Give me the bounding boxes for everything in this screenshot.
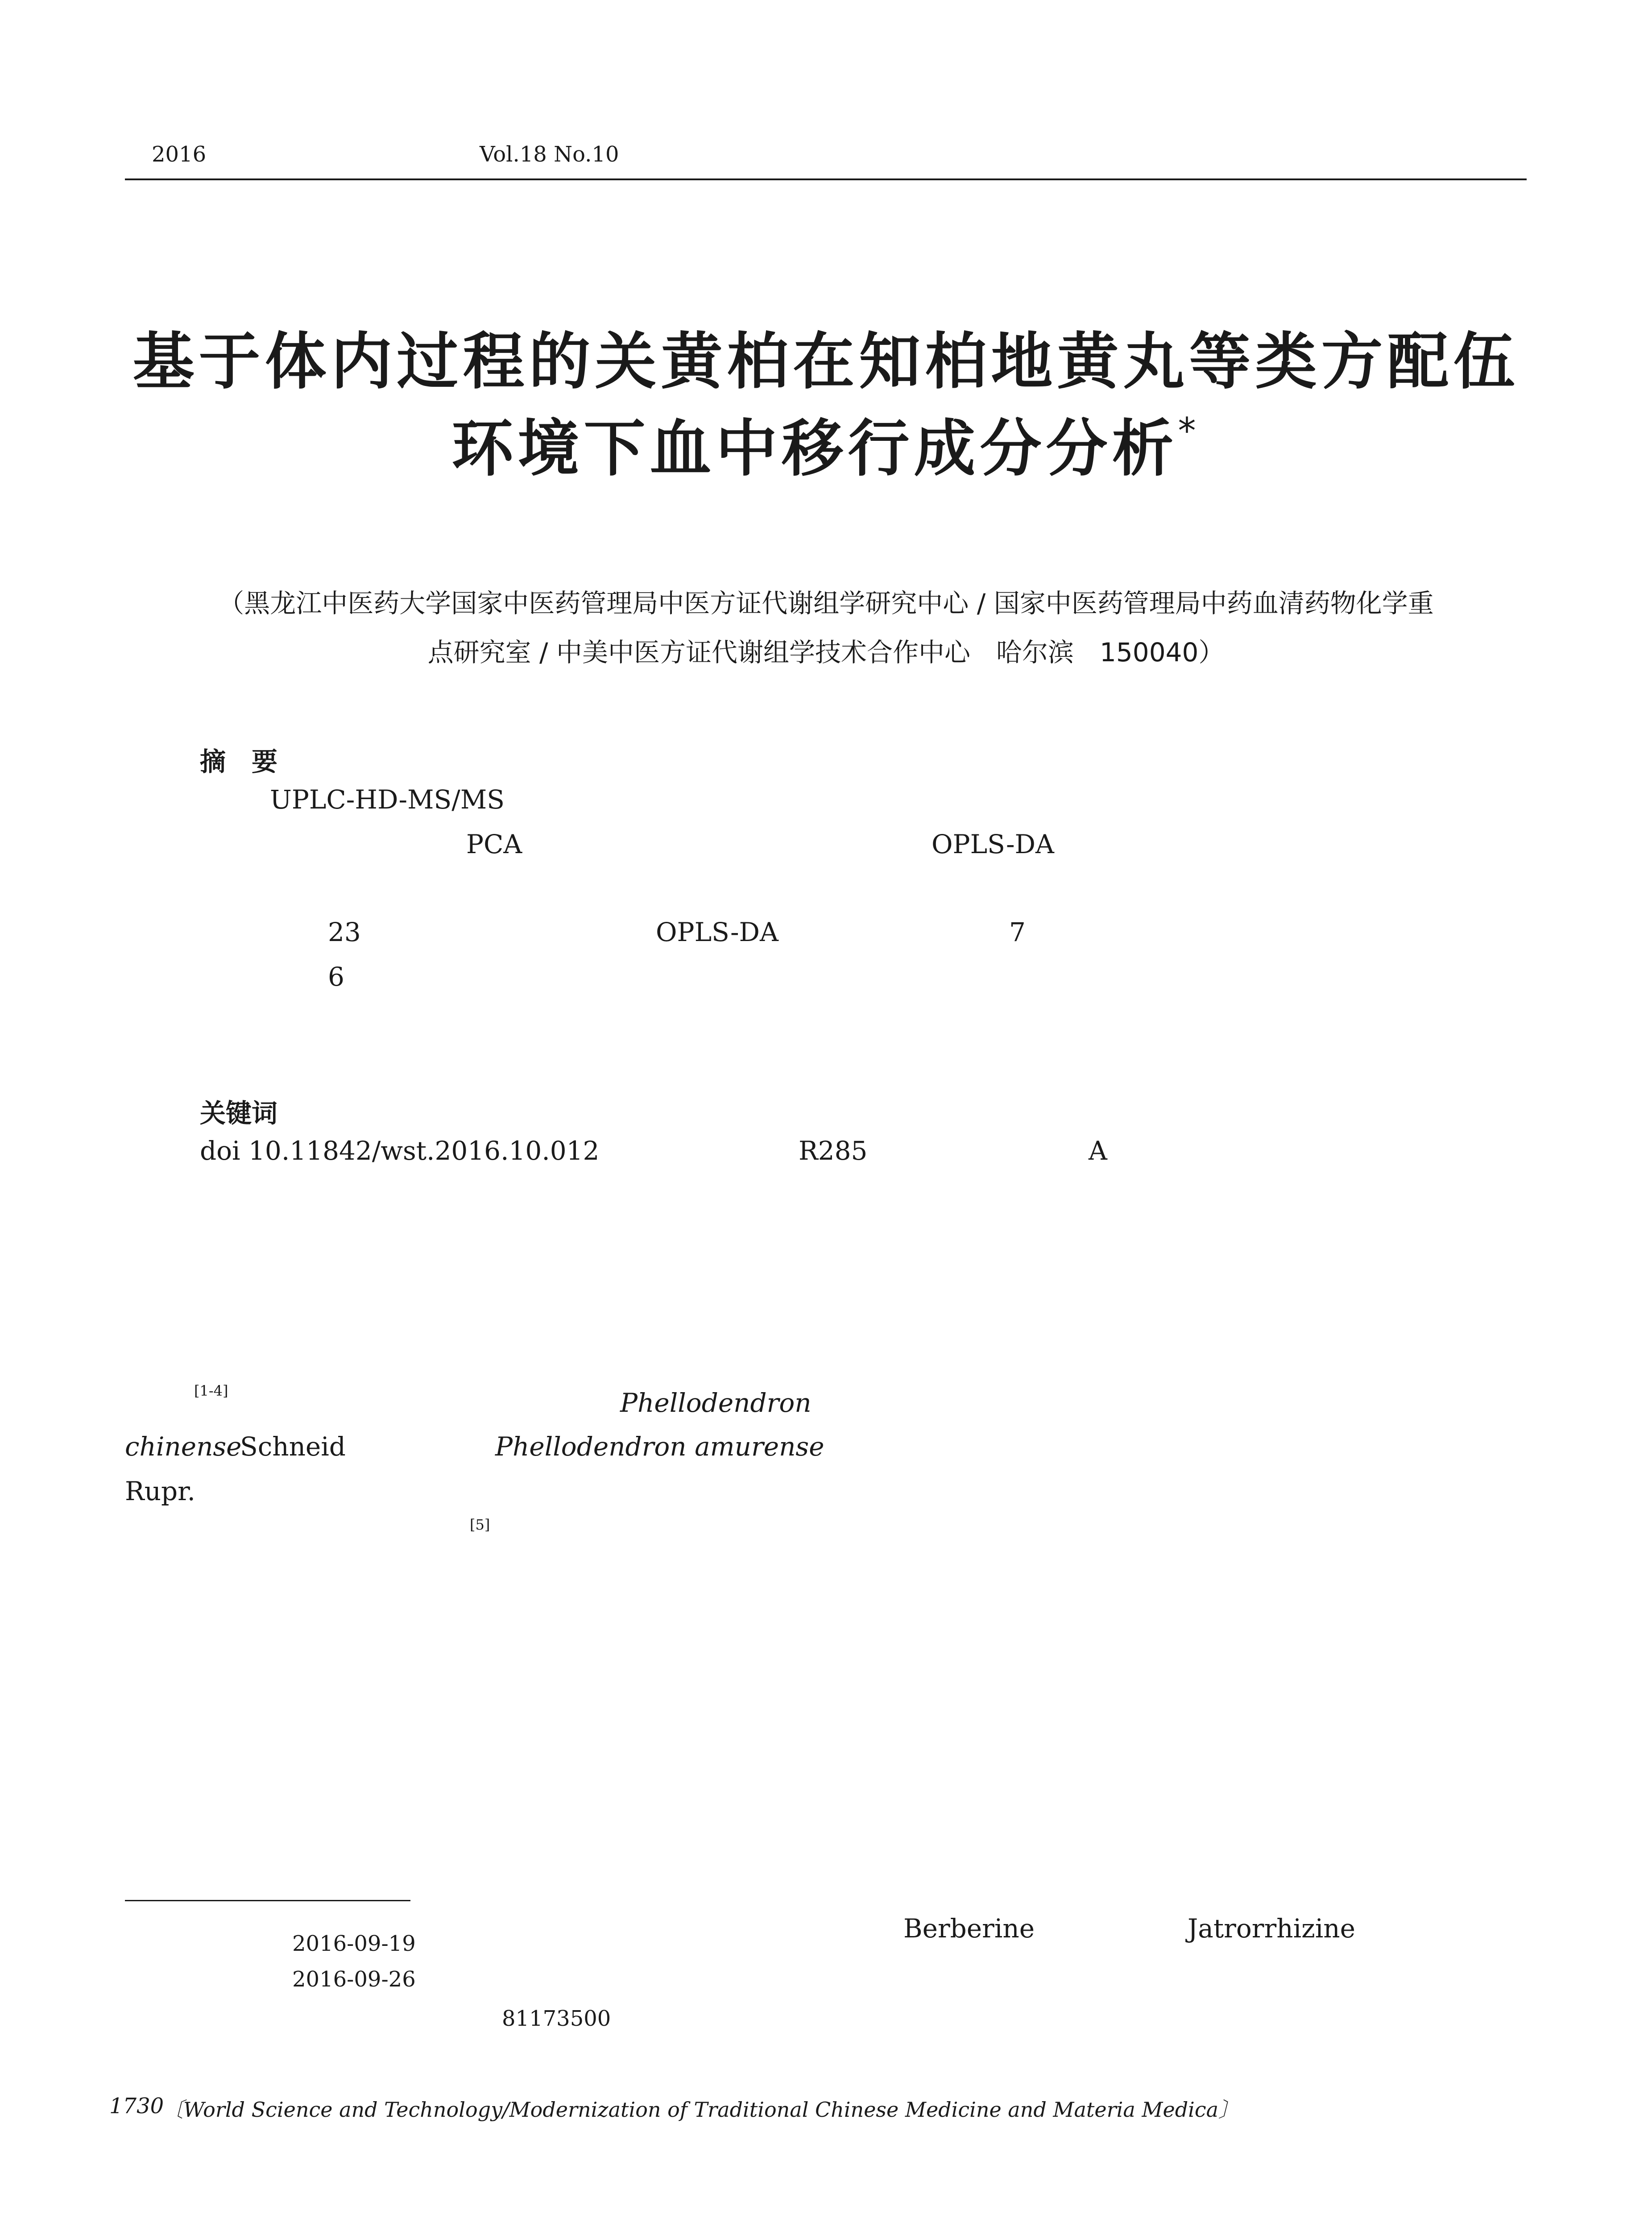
title-line-2-text: 环境下血中移行成分分析 <box>451 413 1178 485</box>
page-number: 1730 <box>109 2094 164 2119</box>
author-rupr: Rupr. <box>125 1476 195 1506</box>
abstract-count-7: 7 <box>1009 917 1026 947</box>
title-line-1: 基于体内过程的关黄柏在知柏地黄丸等类方配伍 <box>132 326 1520 398</box>
date-received: 2016-09-19 <box>292 1931 416 1956</box>
abstract-oplsda-1: OPLS-DA <box>932 829 1054 859</box>
abstract-oplsda-2: OPLS-DA <box>656 917 778 947</box>
citation-1-4: [1-4] <box>194 1382 228 1399</box>
journal-name: 〔World Science and Technology/Modernization of Traditional Chinese Medicine and Materia Medica〕 <box>163 2098 1239 2122</box>
abstract-count-23: 23 <box>328 917 361 947</box>
header-year: 2016 <box>152 142 207 167</box>
header-volume: Vol.18 No.10 <box>480 142 619 167</box>
affiliation-line-1: （黑龙江中医药大学国家中医药管理局中医方证代谢组学研究中心 / 国家中医药管理局中药血清药物化学重 <box>218 588 1434 618</box>
compound-jatrorrhizine: Jatrorrhizine <box>1188 1913 1355 1944</box>
keywords-heading: 关键词 <box>200 1098 278 1128</box>
footnote-rule <box>125 1900 410 1901</box>
citation-5: [5] <box>470 1516 490 1533</box>
genus-phellodendron: Phellodendron <box>620 1388 812 1418</box>
title-funding-mark: * <box>1178 410 1201 452</box>
clc-number: R285 <box>799 1136 868 1166</box>
abstract-pca: PCA <box>466 829 522 859</box>
species-chinense: chinense <box>125 1431 242 1462</box>
author-schneid: Schneid <box>240 1431 346 1462</box>
date-revised: 2016-09-26 <box>292 1967 416 1992</box>
title-line-2 <box>0 399 1652 488</box>
header-rule <box>125 178 1527 180</box>
species-amurense: Phellodendron amurense <box>495 1431 824 1462</box>
compound-berberine: Berberine <box>903 1913 1035 1944</box>
abstract-heading: 摘 要 <box>200 746 278 777</box>
abstract-count-6: 6 <box>328 962 344 992</box>
affiliation-line-2: 点研究室 / 中美中医方证代谢组学技术合作中心 哈尔滨 150040） <box>427 637 1225 668</box>
document-code: A <box>1089 1136 1107 1166</box>
doi: doi 10.11842/wst.2016.10.012 <box>200 1136 600 1166</box>
grant-number: 81173500 <box>502 2006 611 2031</box>
abstract-method: UPLC-HD-MS/MS <box>270 784 505 815</box>
